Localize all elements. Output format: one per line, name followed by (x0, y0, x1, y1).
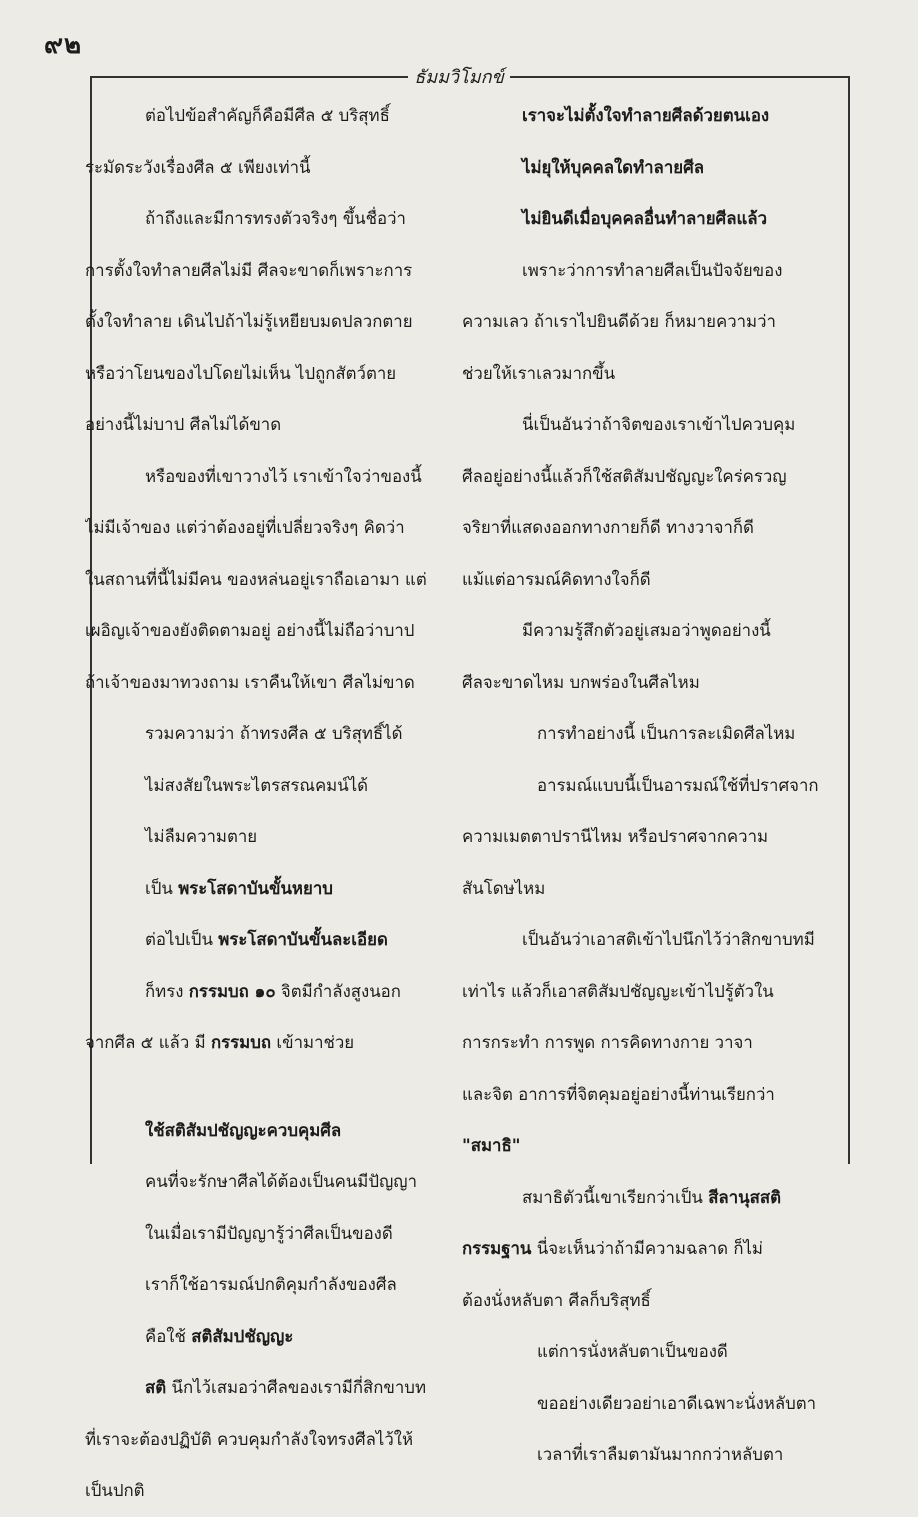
text-line (462, 193, 837, 245)
text-line (462, 554, 837, 606)
text-line (462, 348, 837, 400)
text-run: และจิต อาการที่จิตคุมอยู่อย่างนี้ท่านเรียกว่า (462, 1083, 775, 1104)
text-run: การกระทำ การพูด การคิดทางกาย วาจา (462, 1032, 753, 1052)
bold-text-run: สติสัมปชัญญะ (191, 1325, 294, 1346)
text-line (462, 142, 837, 194)
text-line (85, 348, 445, 400)
text-run: อารมณ์แบบนี้เป็นอารมณ์ใช้ที่ปราศจาก (537, 774, 819, 795)
text-line (462, 1429, 837, 1481)
text-run: เท่าไร แล้วก็เอาสติสัมปชัญญะเข้าไปรู้ตัวใน (462, 980, 774, 1001)
page-number: ๙๒ (44, 30, 83, 60)
text-run: จากศีล ๕ แล้ว มี (85, 1032, 211, 1052)
bold-text-run: เราจะไม่ตั้งใจทำลายศีลด้วยตนเอง (522, 105, 770, 125)
text-run: ที่เราจะต้องปฏิบัติ ควบคุมกำลังใจทรงศีลไว้ให้ (85, 1428, 414, 1449)
text-run: ไม่มีเจ้าของ แต่ว่าต้องอยู่ที่เปลี่ยวจริงๆ คิดว่า (85, 517, 405, 537)
text-run: สันโดษไหม (462, 877, 546, 898)
text-run: นึกไว้เสมอว่าศีลของเรามีกี่สิกขาบท (166, 1377, 427, 1397)
text-line (462, 90, 837, 142)
text-line (85, 1362, 445, 1414)
text-line (85, 245, 445, 297)
bold-text-run: พระโสดาบันขั้นหยาบ (178, 877, 333, 898)
text-line (85, 1208, 445, 1260)
running-header: ธัมมวิโมกข์ (414, 67, 504, 88)
text-line (85, 811, 445, 863)
text-line (462, 451, 837, 503)
bold-text-run: สติ (145, 1377, 167, 1397)
text-line (85, 760, 445, 812)
text-line (462, 502, 837, 554)
text-line (462, 1069, 837, 1121)
header-rule-right (510, 76, 848, 78)
text-run: ไม่ลืมความตาย (145, 826, 258, 846)
text-line (85, 1465, 445, 1517)
bold-text-run: กรรมฐาน (462, 1238, 532, 1258)
bold-text-run: ไม่ยินดีเมื่อบุคคลอื่นทำลายศีลแล้ว (522, 208, 767, 228)
text-run: ไม่สงสัยในพระไตรสรณคมน์ได้ (145, 774, 369, 795)
text-run: ต่อไปเป็น (145, 929, 219, 949)
text-line (462, 657, 837, 709)
text-line (85, 502, 445, 554)
bold-text-run: กรรมบถ (210, 1032, 272, 1052)
text-line (462, 914, 837, 966)
text-run: ต่อไปข้อสำคัญก็คือมีศีล ๕ บริสุทธิ์ (145, 105, 390, 125)
text-run: มีความรู้สึกตัวอยู่เสมอว่าพูดอย่างนี้ (522, 620, 771, 640)
text-run: เป็น (145, 877, 179, 898)
bold-text-run: สีลานุสสติ (708, 1186, 781, 1207)
text-line (462, 1326, 837, 1378)
text-line (462, 1223, 837, 1275)
text-run: ในสถานที่นี้ไม่มีคน ของหล่นอยู่เราถือเอามา แต่ (85, 568, 427, 589)
text-run: จริยาที่แสดงออกทางกายก็ดี ทางวาจาก็ดี (462, 517, 754, 537)
text-line (462, 1017, 837, 1069)
text-line (462, 1378, 837, 1430)
text-run: ถ้าถึงและมีการทรงตัวจริงๆ ขึ้นชื่อว่า (145, 208, 406, 228)
text-line (85, 1069, 445, 1105)
text-line (85, 966, 445, 1018)
text-line (85, 1414, 445, 1466)
text-run: เป็นอันว่าเอาสติเข้าไปนึกไว้ว่าสิกขาบทมี (522, 929, 815, 949)
text-run: เผอิญเจ้าของยังติดตามอยู่ อย่างนี้ไม่ถือว่าบาป (85, 620, 415, 640)
text-run: นี่เป็นอันว่าถ้าจิตของเราเข้าไปควบคุม (522, 414, 796, 434)
text-line (85, 708, 445, 760)
text-line (85, 142, 445, 194)
text-run: ต้องนั่งหลับตา ศีลก็บริสุทธิ์ (462, 1289, 651, 1310)
text-line (85, 1259, 445, 1311)
text-run: ความเลว ถ้าเราไปยินดีด้วย ก็หมายความว่า (462, 311, 776, 331)
text-run: คนที่จะรักษาศีลได้ต้องเป็นคนมีปัญญา (145, 1171, 417, 1191)
text-line (85, 1311, 445, 1363)
text-line (462, 708, 837, 760)
text-line (85, 554, 445, 606)
text-line (85, 451, 445, 503)
text-line (462, 966, 837, 1018)
bold-text-run: พระโสดาบันขั้นละเอียด (218, 929, 388, 949)
text-run: นี่จะเห็นว่าถ้ามีความฉลาด ก็ไม่ (531, 1238, 763, 1258)
text-line (462, 760, 837, 812)
text-line (462, 811, 837, 863)
text-run: ระมัดระวังเรื่องศีล ๕ เพียงเท่านี้ (85, 156, 311, 177)
text-run: อย่างนี้ไม่บาป ศีลไม่ได้ขาด (85, 414, 282, 434)
text-line (85, 193, 445, 245)
text-run: ช่วยให้เราเลวมากขึ้น (462, 362, 616, 383)
text-run: หรือของที่เขาวางไว้ เราเข้าใจว่าของนี้ (145, 465, 422, 486)
text-line (85, 90, 445, 142)
text-run: เข้ามาช่วย (271, 1032, 355, 1052)
text-run: แม้แต่อารมณ์คิดทางใจก็ดี (462, 568, 651, 589)
text-run: คือใช้ (145, 1325, 192, 1346)
text-line (462, 1172, 837, 1224)
left-column (85, 90, 445, 1517)
text-run: ศีลจะขาดไหม บกพร่องในศีลไหม (462, 671, 700, 692)
text-run: สมาธิตัวนี้เขาเรียกว่าเป็น (522, 1186, 709, 1207)
bold-text-run: ไม่ยุให้บุคคลใดทำลายศีล (522, 156, 705, 177)
text-line (85, 399, 445, 451)
text-line (462, 1120, 837, 1172)
text-run: เพราะว่าการทำลายศีลเป็นปัจจัยของ (522, 259, 783, 280)
text-line (462, 605, 837, 657)
text-run: การทำอย่างนี้ เป็นการละเมิดศีลไหม (537, 723, 796, 743)
text-run: รวมความว่า ถ้าทรงศีล ๕ บริสุทธิ์ได้ (145, 723, 403, 743)
frame-border-right (848, 76, 850, 1164)
text-line (462, 296, 837, 348)
text-line (85, 914, 445, 966)
bold-text-run: ใช้สติสัมปชัญญะควบคุมศีล (145, 1119, 342, 1140)
text-run: ความเมตตาปรานีไหม หรือปราศจากความ (462, 826, 769, 846)
bold-text-run: "สมาธิ" (462, 1135, 521, 1155)
text-line (462, 863, 837, 915)
text-line (462, 1275, 837, 1327)
text-line (85, 863, 445, 915)
text-line (85, 1105, 445, 1157)
text-run: แต่การนั่งหลับตาเป็นของดี (537, 1341, 728, 1361)
text-line (85, 605, 445, 657)
text-run: การตั้งใจทำลายศีลไม่มี ศีลจะขาดก็เพราะการ (85, 259, 413, 280)
right-column (462, 90, 837, 1481)
text-run: ในเมื่อเรามีปัญญารู้ว่าศีลเป็นของดี (145, 1222, 393, 1243)
text-run: เป็นปกติ (85, 1480, 145, 1500)
text-run: ศีลอยู่อย่างนี้แล้วก็ใช้สติสัมปชัญญะใคร่ครวญ (462, 465, 787, 486)
text-run: ก็ทรง (145, 980, 189, 1001)
text-line (85, 1156, 445, 1208)
text-line (85, 296, 445, 348)
text-run: เราก็ใช้อารมณ์ปกติคุมกำลังของศีล (145, 1274, 397, 1294)
text-run: จิตมีกำลังสูงนอก (275, 980, 401, 1001)
text-line (462, 245, 837, 297)
bold-text-run: กรรมบถ ๑๐ (188, 980, 276, 1001)
text-run: ถ้าเจ้าของมาทวงถาม เราคืนให้เขา ศีลไม่ขาด (85, 671, 415, 692)
text-run: ตั้งใจทำลาย เดินไปถ้าไม่รู้เหยียบมดปลวกตาย (85, 311, 413, 331)
text-run: เวลาที่เราลืมตามันมากกว่าหลับตา (537, 1444, 784, 1464)
text-line (85, 1017, 445, 1069)
text-run: ขออย่างเดียวอย่าเอาดีเฉพาะนั่งหลับตา (537, 1392, 817, 1413)
text-line (462, 399, 837, 451)
text-line (85, 657, 445, 709)
text-run: หรือว่าโยนของไปโดยไม่เห็น ไปถูกสัตว์ตาย (85, 362, 397, 383)
